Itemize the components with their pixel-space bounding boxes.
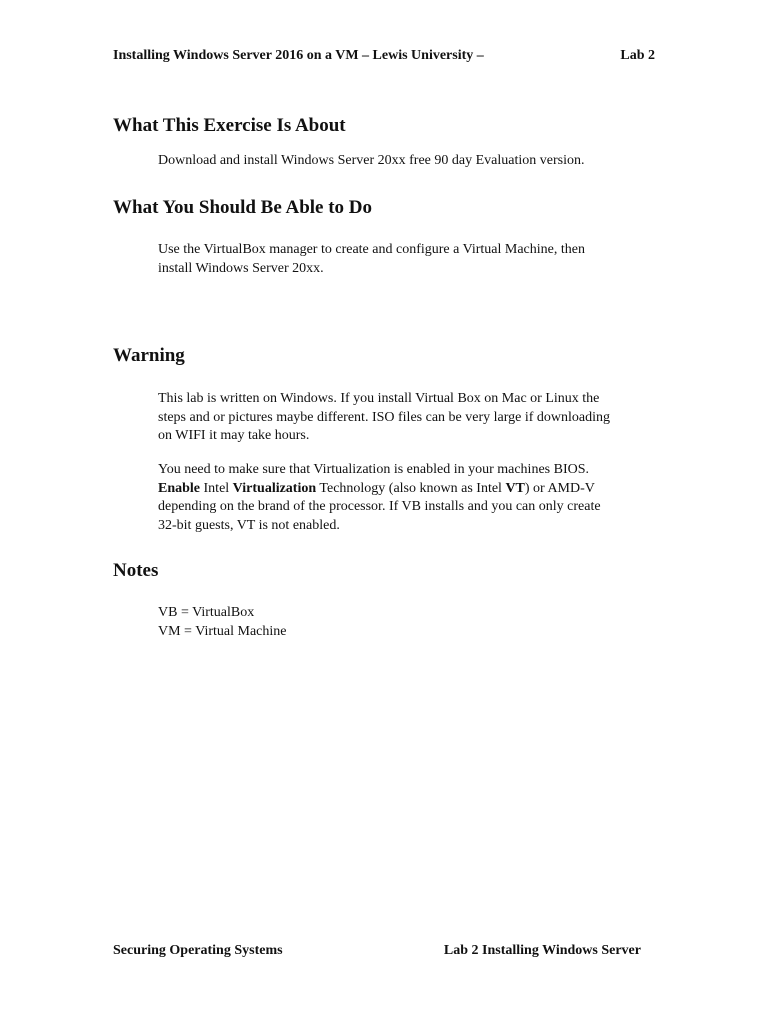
vt-bold-text: VT	[505, 480, 525, 496]
warning-paragraph-1	[158, 390, 658, 446]
able-to-do-line: Use the VirtualBox manager to create and configure a Virtual Machine, then	[158, 242, 585, 257]
warning-line: steps and or pictures maybe different. ISO files can be very large if downloading	[158, 409, 611, 425]
warning-paragraph-2	[158, 461, 658, 535]
heading-able-to-do: What You Should Be Able to Do	[113, 197, 373, 218]
footer-course-title: Securing Operating Systems	[113, 943, 283, 958]
warning-line-mixed	[158, 480, 658, 499]
notes-paragraph	[158, 604, 658, 641]
footer-lab-title: Lab 2 Installing Windows Server	[443, 943, 641, 958]
notes-line: VB = VirtualBox	[158, 605, 255, 620]
enable-bold-text: Enable	[158, 480, 201, 496]
warning-line: 32-bit guests, VT is not enabled.	[158, 517, 340, 533]
header-title: Installing Windows Server 2016 on a VM – Lewis University –	[113, 48, 484, 63]
heading-exercise-about: What This Exercise Is About	[113, 115, 346, 136]
able-to-do-paragraph	[158, 241, 658, 278]
heading-notes: Notes	[113, 560, 159, 581]
warning-line: depending on the brand of the processor. If VB installs and you can only create	[158, 499, 601, 514]
virtualization-bold-text: Virtualization	[232, 480, 317, 496]
warning-line: You need to make sure that Virtualization is enabled in your machines BIOS.	[158, 462, 590, 477]
able-to-do-line: install Windows Server 20xx.	[158, 260, 324, 276]
exercise-about-text: Download and install Windows Server 20xx free 90 day Evaluation version.	[158, 153, 585, 168]
page-footer	[113, 943, 641, 961]
intel-text: Intel	[200, 480, 233, 496]
technology-text: Technology (also known as Intel	[316, 480, 506, 496]
warning-line: on WIFI it may take hours.	[158, 428, 310, 443]
warning-line: This lab is written on Windows. If you install Virtual Box on Mac or Linux the	[158, 391, 600, 406]
amd-text: ) or AMD-V	[524, 480, 595, 496]
heading-warning: Warning	[113, 345, 185, 366]
header-lab-number: Lab 2	[620, 48, 655, 63]
page-header	[113, 48, 655, 66]
notes-line: VM = Virtual Machine	[158, 623, 287, 639]
